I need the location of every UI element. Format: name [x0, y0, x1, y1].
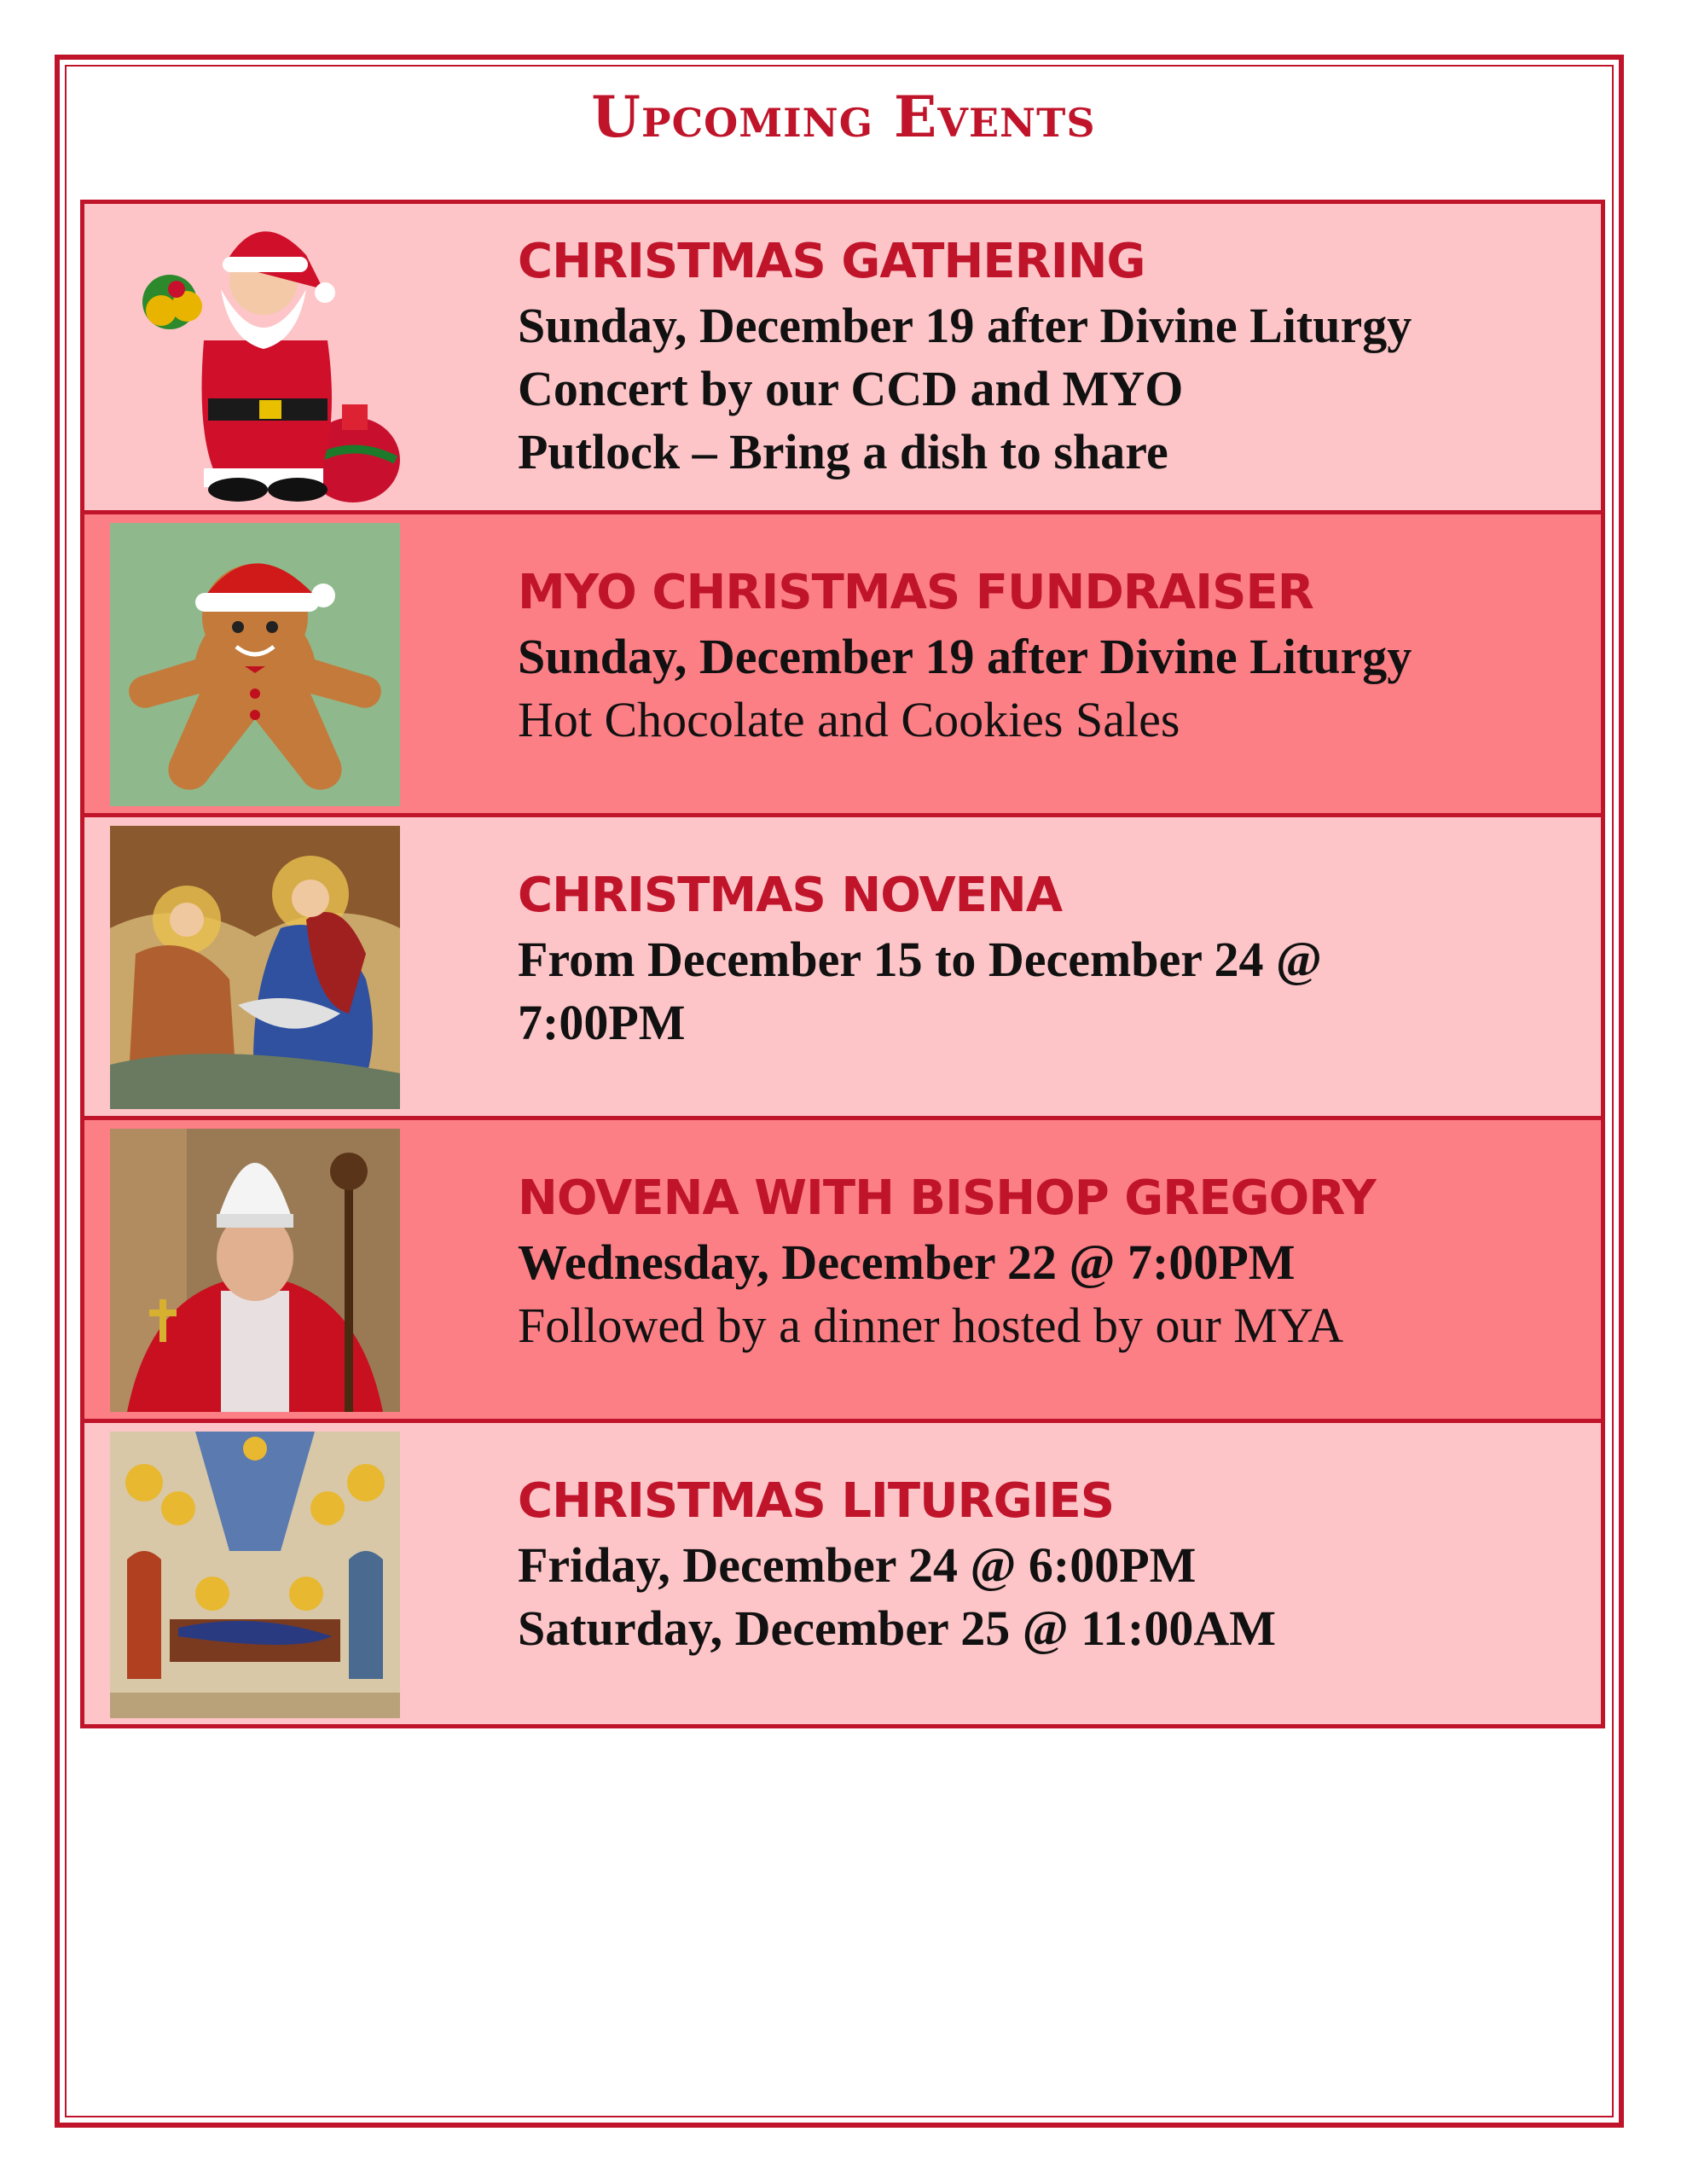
event-text	[518, 863, 1584, 1054]
gingerbread-man-image	[110, 523, 400, 806]
event-line: Wednesday, December 22 @ 7:00PM	[518, 1234, 1296, 1290]
event-line: Concert by our CCD and MYO	[518, 361, 1184, 416]
nativity-icon-image	[110, 826, 400, 1109]
event-text	[518, 1469, 1584, 1660]
event-text	[518, 561, 1584, 752]
event-row-christmas-liturgies	[84, 1419, 1601, 1724]
page-title: Upcoming Events	[591, 84, 1096, 150]
event-row-christmas-novena	[84, 813, 1601, 1116]
event-line: Friday, December 24 @ 6:00PM	[518, 1537, 1197, 1593]
event-row-christmas-gathering	[84, 204, 1601, 510]
event-row-novena-bishop	[84, 1116, 1601, 1419]
event-line: Sunday, December 19 after Divine Liturgy	[518, 298, 1412, 353]
event-line: Followed by a dinner hosted by our MYA	[518, 1298, 1344, 1353]
event-text	[518, 229, 1584, 484]
bishop-photo-image	[110, 1129, 400, 1412]
event-line: Putlock – Bring a dish to share	[518, 424, 1168, 479]
event-line: Saturday, December 25 @ 11:00AM	[518, 1600, 1276, 1656]
event-title: CHRISTMAS LITURGIES	[518, 1473, 1115, 1529]
event-title: MYO CHRISTMAS FUNDRAISER	[518, 565, 1313, 620]
event-row-myo-fundraiser	[84, 510, 1601, 813]
event-line: Sunday, December 19 after Divine Liturgy	[518, 629, 1412, 684]
event-line: Hot Chocolate and Cookies Sales	[518, 692, 1180, 747]
event-title: CHRISTMAS NOVENA	[518, 868, 1063, 923]
event-text	[518, 1166, 1584, 1357]
events-table	[80, 200, 1605, 1728]
event-line: From December 15 to December 24 @	[518, 932, 1322, 987]
santa-claus-image	[110, 212, 400, 502]
event-title: CHRISTMAS GATHERING	[518, 234, 1145, 289]
dormition-icon-image	[110, 1432, 400, 1718]
event-title: NOVENA WITH BISHOP GREGORY	[518, 1170, 1376, 1226]
event-line: 7:00PM	[518, 995, 686, 1050]
